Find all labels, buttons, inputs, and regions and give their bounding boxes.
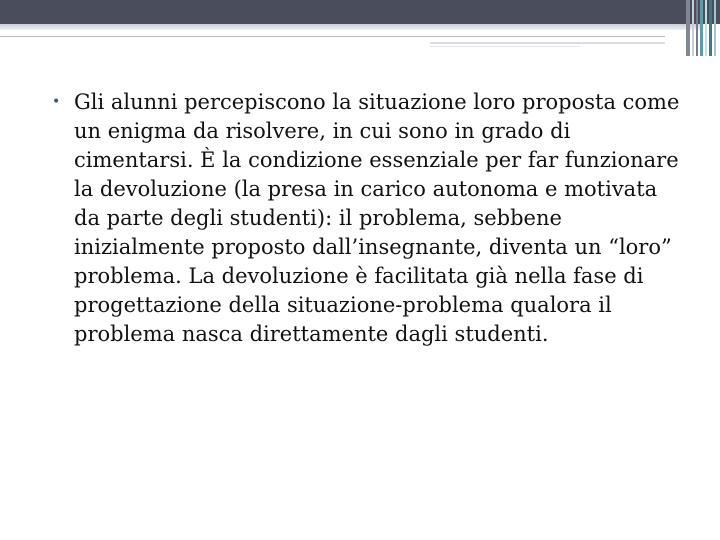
bullet-text: Gli alunni percepiscono la situazione loro proposta come un enigma da risolvere, in cui sono in grado di cimentarsi. È la condizione essenziale per far funzionare la devoluzione (la presa in carico autonoma e motivata da parte degli studenti): il problema, sebbene inizialmente proposto dall’insegnante, diventa un “loro” problema. La devoluzione è facilitata già nella fase di progettazione della situazione-problema qualora il problema nasca direttamente dagli studenti. bbox=[74, 90, 680, 346]
top-band-shadow bbox=[0, 24, 700, 30]
top-decorative-band bbox=[0, 0, 720, 24]
corner-ornament-stripe bbox=[714, 0, 716, 56]
top-divider-line-tertiary bbox=[430, 46, 580, 47]
corner-ornament-stripe bbox=[700, 0, 703, 56]
corner-ornament-stripe bbox=[686, 0, 690, 56]
bullet-item bbox=[48, 88, 688, 349]
corner-ornament-stripe bbox=[696, 0, 698, 56]
corner-ornament-stripe bbox=[709, 0, 712, 56]
slide-body bbox=[48, 88, 688, 349]
top-divider-line-secondary bbox=[430, 42, 665, 44]
corner-ornament-stripe bbox=[692, 0, 694, 56]
bullet-icon: • bbox=[52, 94, 61, 110]
corner-ornament-stripe bbox=[705, 0, 707, 56]
top-divider-line bbox=[0, 36, 665, 37]
